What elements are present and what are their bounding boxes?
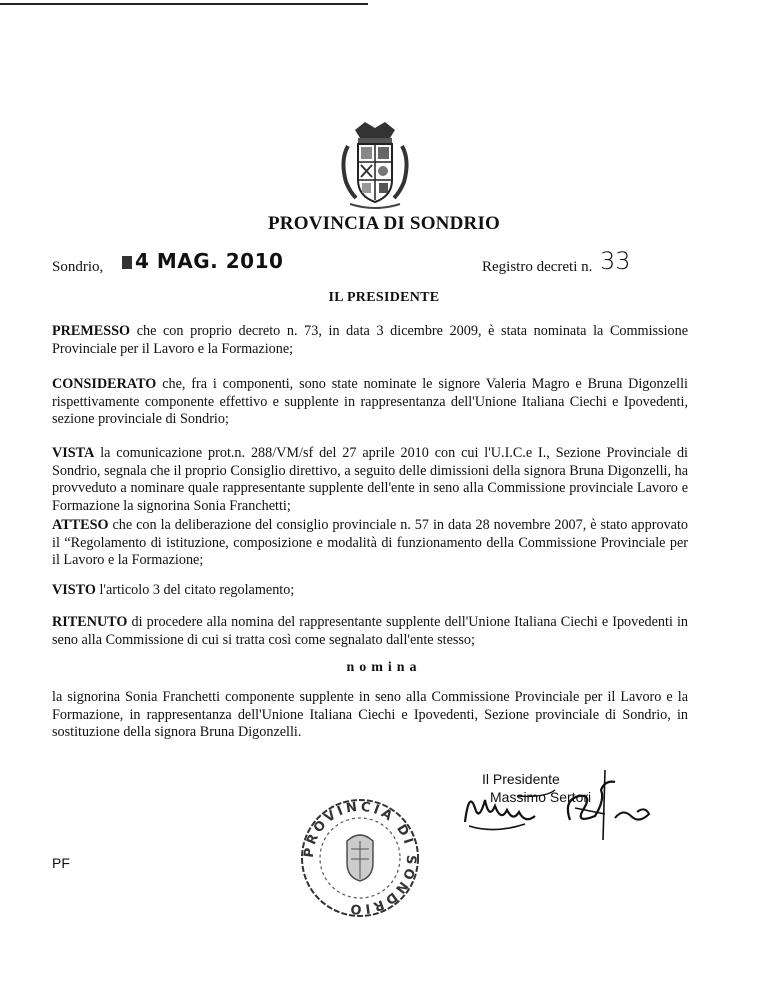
paragraph-considerato [52,376,688,429]
handwritten-signature-icon [455,760,655,845]
paragraph-ritenuto [52,614,688,649]
registry-label: Registro decreti n. [482,259,593,275]
seal-text: PROVINCIA DI SONDRIO [301,799,419,917]
paragraph-text: l'articolo 3 del citato regolamento; [99,582,295,598]
signatory-title: Il Presidente [482,771,560,787]
paragraph-keyword: VISTO [52,582,96,598]
paragraph-keyword: PREMESSO [52,323,131,339]
document-title: PROVINCIA DI SONDRIO [267,213,501,234]
stamp-mark-icon [122,256,132,269]
coat-of-arms-icon [330,120,420,212]
decision-paragraph: la signorina Sonia Franchetti componente supplente in seno alla Commissione Provinciale per il Lavoro e la Formazione, in rappresentanza dell'Unione Italiana Ciechi e Ipovedenti, Sezione provinciale di Sondrio, in sostituzione della signora Bruna Digonzelli. [52,689,688,740]
paragraph-text: la comunicazione prot.n. 288/VM/sf del 27 aprile 2010 con cui l'U.I.C.e I., Sezione Provinciale di Sondrio, segnala che il proprio Consiglio direttivo, a seguito delle dimissioni della signora Bruna Digonzelli, ha provveduto a nominare quale rappresentante supplente dell'ente in seno alla Commissione provinciale Lavoro e Formazione la signorina Sonia Franchetti; [52,445,688,514]
paragraph-visto [52,582,688,600]
official-seal-icon [295,793,425,923]
action-heading: nomina [346,660,422,675]
place-label: Sondrio, [52,259,104,275]
date-stamp [122,249,283,273]
paragraph-vista [52,445,688,515]
paragraph-keyword: VISTA [52,445,95,461]
registry-number: 33 [600,247,631,275]
decree-heading: IL PRESIDENTE [328,290,440,305]
paragraph-premesso [52,323,688,358]
paragraph-text: di procedere alla nomina del rappresentante supplente dell'Unione Italiana Ciechi e Ipovedenti in seno alla Commissione di cui si tratta così come segnalato dall'ente stesso; [52,614,689,648]
paragraph-text: che, fra i componenti, sono state nominate le signore Valeria Magro e Bruna Digonzelli rispettivamente componente effettivo e supplente in rappresentanza dell'Unione Italiana Ciechi e Ipovedenti, sezione provinciale di Sondrio; [52,376,688,427]
paragraph-keyword: RITENUTO [52,614,128,630]
date-stamp-text: 4 MAG. 2010 [135,249,284,273]
paragraph-text: che con la deliberazione del consiglio provinciale n. 57 in data 28 novembre 2007, è stato approvato il “Regolamento di istituzione, composizione e modalità di funzionamento della Commissione Provinciale per il Lavoro e la Formazione; [52,517,688,568]
paragraph-text: che con proprio decreto n. 73, in data 3 dicembre 2009, è stata nominata la Commissione Provinciale per il Lavoro e la Formazione; [52,323,689,357]
paragraph-atteso [52,517,688,570]
top-rule [0,3,368,5]
signatory-name: Massimo Sertori [490,789,592,805]
paragraph-keyword: CONSIDERATO [52,376,157,392]
footer-initials: PF [52,855,70,871]
paragraph-keyword: ATTESO [52,517,109,533]
